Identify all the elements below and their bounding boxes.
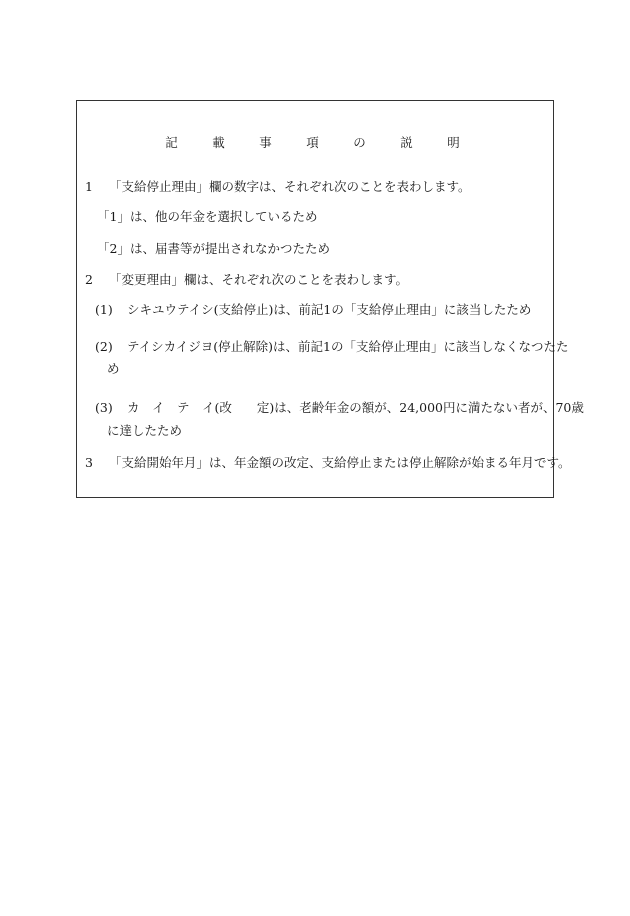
item-1-sub-1 <box>97 208 317 226</box>
item-2-sub-3-cont <box>107 422 182 440</box>
sub-text-continuation: め <box>107 361 120 376</box>
sub-text: 「2」は、届書等が提出されなかつたため <box>97 241 330 256</box>
section-title: 記 載 事 項 の 説 明 <box>165 135 471 150</box>
sub-number: (1) <box>95 302 113 317</box>
item-number: 1 <box>85 179 93 194</box>
item-2-sub-2 <box>95 338 568 356</box>
sub-text: カ イ テ イ(改 定)は、老齢年金の額が、24,000円に満たない者が、70歳 <box>126 400 584 415</box>
item-number: 2 <box>85 272 93 287</box>
sub-text: 「1」は、他の年金を選択しているため <box>97 209 318 224</box>
item-3 <box>85 454 571 472</box>
item-text: 「支給停止理由」欄の数字は、それぞれ次のことを表わします。 <box>108 179 471 194</box>
item-2 <box>85 271 408 289</box>
sub-text-continuation: に達したため <box>107 423 183 438</box>
sub-text: テイシカイジヨ(停止解除)は、前記1の「支給停止理由」に該当しなくなつたた <box>126 339 569 354</box>
item-number: 3 <box>85 455 93 470</box>
item-text: 「変更理由」欄は、それぞれ次のことを表わします。 <box>108 272 408 287</box>
sub-number: (3) <box>95 400 113 415</box>
item-text: 「支給開始年月」は、年金額の改定、支給停止または停止解除が始まる年月です。 <box>108 455 571 470</box>
sub-text: シキユウテイシ(支給停止)は、前記1の「支給停止理由」に該当したため <box>126 302 532 317</box>
item-1-sub-2 <box>97 240 330 258</box>
item-2-sub-2-cont <box>107 360 120 378</box>
item-1 <box>85 178 471 196</box>
explanation-box <box>76 100 584 498</box>
item-2-sub-1 <box>95 301 531 319</box>
sub-number: (2) <box>95 339 113 354</box>
item-2-sub-3 <box>95 399 584 417</box>
